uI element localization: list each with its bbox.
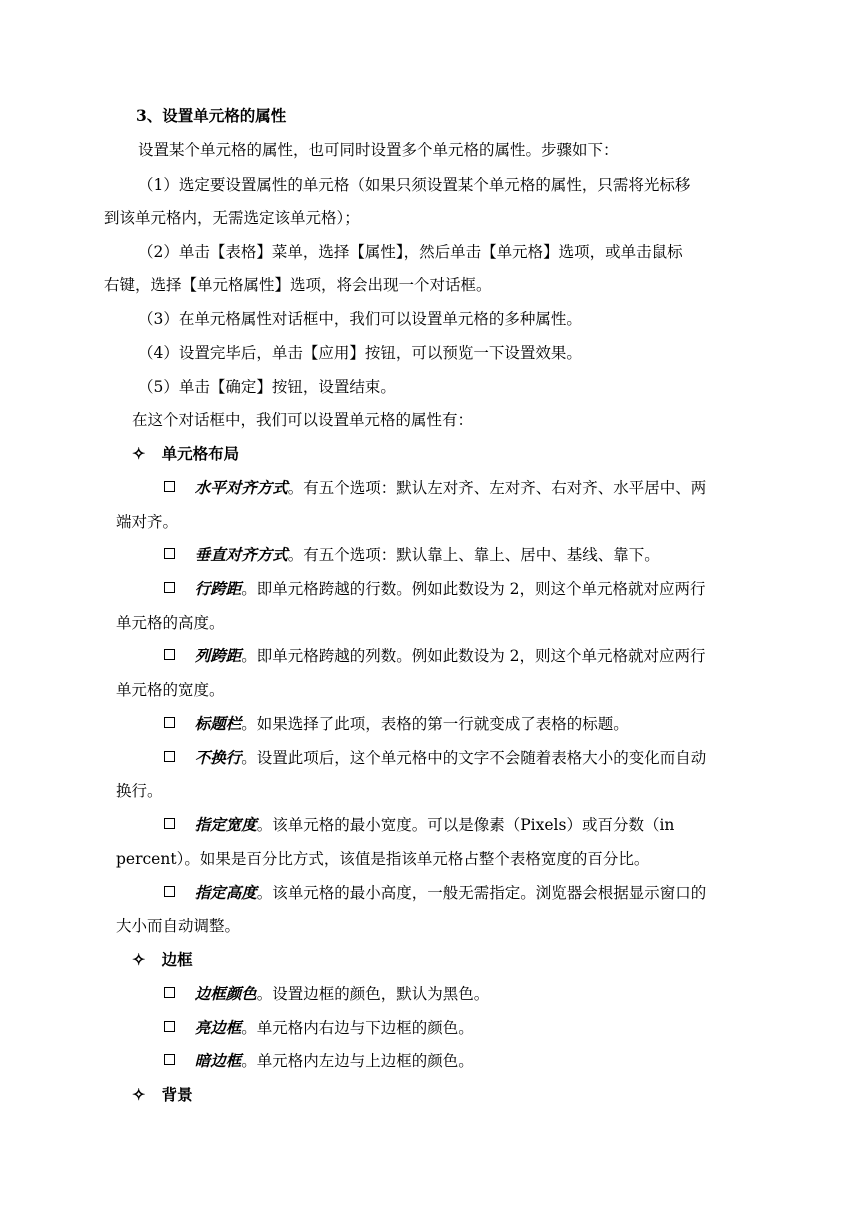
property-item: 行跨距。即单元格跨越的行数。例如此数设为 2，则这个单元格就对应两行 bbox=[164, 579, 706, 599]
property-item: 指定高度。该单元格的最小高度，一般无需指定。浏览器会根据显示窗口的 bbox=[164, 883, 706, 903]
property-item: 标题栏。如果选择了此项，表格的第一行就变成了表格的标题。 bbox=[164, 714, 629, 734]
group-heading-background: ✧ 背景 bbox=[132, 1085, 193, 1104]
property-item-continuation: percent）。如果是百分比方式，该值是指该单元格占整个表格宽度的百分比。 bbox=[116, 850, 650, 868]
square-bullet-icon bbox=[164, 481, 175, 492]
property-item: 指定宽度。该单元格的最小宽度。可以是像素（Pixels）或百分数（in bbox=[164, 815, 674, 835]
group-heading-layout: ✧ 单元格布局 bbox=[132, 444, 240, 463]
square-bullet-icon bbox=[164, 1021, 175, 1032]
four-pointed-star-icon: ✧ bbox=[132, 950, 146, 969]
section-title: 3、设置单元格的属性 bbox=[136, 106, 287, 125]
step-1-line-1: （1）选定要设置属性的单元格（如果只须设置某个单元格的属性，只需将光标移 bbox=[138, 176, 691, 194]
property-item-continuation: 大小而自动调整。 bbox=[116, 917, 241, 935]
square-bullet-icon bbox=[164, 818, 175, 829]
square-bullet-icon bbox=[164, 751, 175, 762]
four-pointed-star-icon: ✧ bbox=[132, 444, 146, 463]
property-item: 列跨距。即单元格跨越的列数。例如此数设为 2，则这个单元格就对应两行 bbox=[164, 646, 706, 666]
property-item: 暗边框。单元格内左边与上边框的颜色。 bbox=[164, 1051, 474, 1071]
property-item: 垂直对齐方式。有五个选项：默认靠上、靠上、居中、基线、靠下。 bbox=[164, 545, 660, 565]
property-item-continuation: 单元格的高度。 bbox=[116, 614, 225, 632]
square-bullet-icon bbox=[164, 1054, 175, 1065]
step-2-line-1: （2）单击【表格】菜单，选择【属性】，然后单击【单元格】选项，或单击鼠标 bbox=[138, 243, 683, 261]
step-5: （5）单击【确定】按钮，设置结束。 bbox=[138, 378, 396, 396]
square-bullet-icon bbox=[164, 582, 175, 593]
property-item-continuation: 换行。 bbox=[116, 782, 163, 800]
square-bullet-icon bbox=[164, 987, 175, 998]
property-item-continuation: 端对齐。 bbox=[116, 513, 179, 531]
properties-intro: 在这个对话框中，我们可以设置单元格的属性有： bbox=[132, 411, 474, 429]
property-item-continuation: 单元格的宽度。 bbox=[116, 681, 225, 699]
step-4: （4）设置完毕后，单击【应用】按钮，可以预览一下设置效果。 bbox=[138, 344, 582, 362]
intro-paragraph: 设置某个单元格的属性，也可同时设置多个单元格的属性。步骤如下： bbox=[138, 141, 619, 159]
step-3: （3）在单元格属性对话框中，我们可以设置单元格的多种属性。 bbox=[138, 310, 582, 328]
property-item: 水平对齐方式。有五个选项：默认左对齐、左对齐、右对齐、水平居中、两 bbox=[164, 478, 706, 498]
property-item: 边框颜色。设置边框的颜色，默认为黑色。 bbox=[164, 984, 489, 1004]
square-bullet-icon bbox=[164, 886, 175, 897]
square-bullet-icon bbox=[164, 717, 175, 728]
group-heading-border: ✧ 边框 bbox=[132, 950, 193, 969]
square-bullet-icon bbox=[164, 649, 175, 660]
square-bullet-icon bbox=[164, 548, 175, 559]
property-item: 亮边框。单元格内右边与下边框的颜色。 bbox=[164, 1018, 474, 1038]
step-1-line-2: 到该单元格内，无需选定该单元格）； bbox=[104, 209, 360, 227]
step-2-line-2: 右键，选择【单元格属性】选项，将会出现一个对话框。 bbox=[104, 276, 492, 294]
four-pointed-star-icon: ✧ bbox=[132, 1085, 146, 1104]
property-item: 不换行。设置此项后，这个单元格中的文字不会随着表格大小的变化而自动 bbox=[164, 748, 706, 768]
